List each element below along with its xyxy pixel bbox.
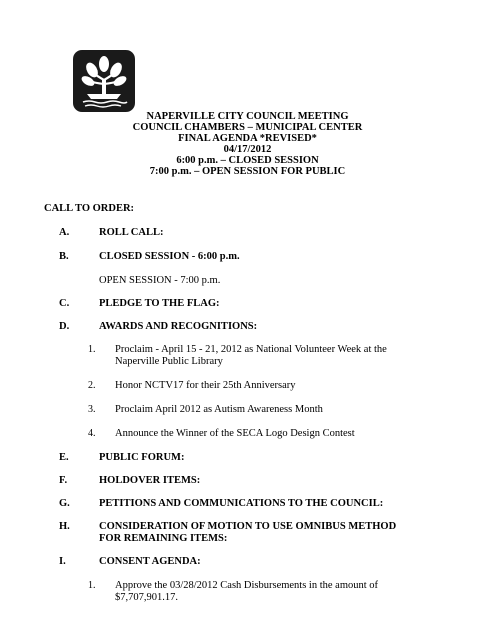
item-number: 3. [88,404,96,415]
item-text: $7,707,901.17. [115,592,178,603]
item-text: Proclaim April 2012 as Autism Awareness Month [115,404,323,415]
section-letter: C. [59,298,70,309]
section-title: PETITIONS AND COMMUNICATIONS TO THE COUNCIL: [99,498,384,509]
header-line: NAPERVILLE CITY COUNCIL MEETING [146,111,349,122]
section-letter: G. [59,498,70,509]
section-letter: F. [59,475,68,486]
item-text: Proclaim - April 15 - 21, 2012 as National Volunteer Week at the [115,344,387,355]
item-text: Announce the Winner of the SECA Logo Design Contest [115,428,355,439]
header-line: COUNCIL CHAMBERS – MUNICIPAL CENTER [132,122,363,133]
section-title: HOLDOVER ITEMS: [99,475,201,486]
section-letter: H. [59,521,70,532]
section-letter: A. [59,227,70,238]
item-text: Approve the 03/28/2012 Cash Disbursements in the amount of [115,580,379,591]
call-to-order: CALL TO ORDER: [44,203,135,214]
section-title: AWARDS AND RECOGNITIONS: [99,321,258,332]
section-title: ROLL CALL: [99,227,164,238]
item-text: Honor NCTV17 for their 25th Anniversary [115,380,296,391]
header-line: 7:00 p.m. – OPEN SESSION FOR PUBLIC [149,166,346,177]
section-letter: E. [59,452,69,463]
header-line: 04/17/2012 [223,144,272,155]
item-number: 4. [88,428,96,439]
item-text: Naperville Public Library [115,356,223,367]
section-title: CLOSED SESSION - 6:00 p.m. [99,251,240,262]
section-title: PUBLIC FORUM: [99,452,185,463]
item-number: 2. [88,380,96,391]
city-logo [73,50,135,112]
section-letter: I. [59,556,66,567]
section-letter: B. [59,251,69,262]
header-line: 6:00 p.m. – CLOSED SESSION [176,155,319,166]
section-title: CONSIDERATION OF MOTION TO USE OMNIBUS METHOD [99,521,397,532]
section-title: FOR REMAINING ITEMS: [99,533,228,544]
section-note: OPEN SESSION - 7:00 p.m. [99,275,221,286]
section-title: PLEDGE TO THE FLAG: [99,298,220,309]
section-title: CONSENT AGENDA: [99,556,201,567]
header-line: FINAL AGENDA *REVISED* [178,133,317,144]
section-letter: D. [59,321,70,332]
item-number: 1. [88,344,96,355]
item-number: 1. [88,580,96,591]
agenda-header [0,111,495,177]
